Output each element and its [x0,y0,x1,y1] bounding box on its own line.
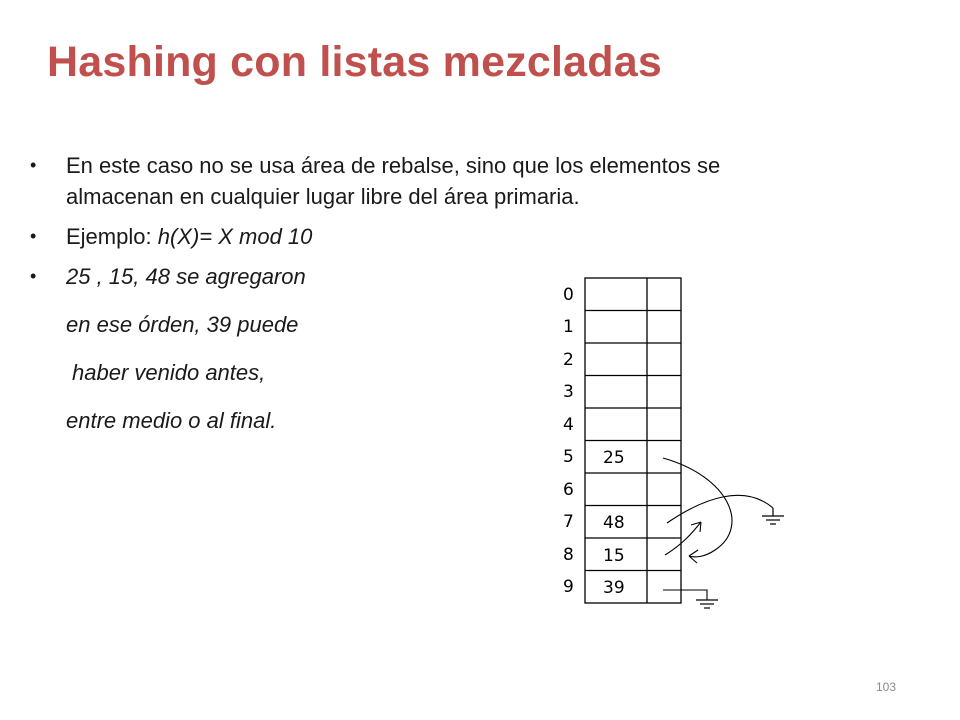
hash-table-row-dividers [585,311,681,571]
page-number: 103 [876,680,897,694]
bullet-text: En este caso no se usa área de rebalse, sino que los elementos se almacenan en cualquier lugar libre del área primaria. [66,153,721,209]
table-index: 0 [563,285,574,305]
hash-table-diagram [555,272,795,612]
bullet-text: Ejemplo: [66,224,158,249]
bullet-item [30,221,830,252]
chain-arrows [663,458,773,600]
hash-table-values [603,448,625,598]
bullet-item [30,150,830,212]
table-index: 2 [563,350,574,370]
arrow-7-to-null [667,495,773,523]
bullet-dot-icon: • [30,155,37,175]
continuation-line: en ese órden, 39 puede [66,312,299,337]
table-index: 3 [563,382,574,402]
null-ground-icon [696,600,718,608]
arrow-9-to-null [663,590,707,600]
table-cell-value: 15 [603,546,625,566]
table-cell-value: 48 [603,513,625,533]
null-ground-icon [762,508,784,524]
table-index: 9 [563,577,574,597]
continuation-line: entre medio o al final. [66,408,277,433]
table-index: 4 [563,415,574,435]
table-index: 7 [563,512,574,532]
bullet-dot-icon: • [30,266,37,286]
table-cell-value: 39 [603,578,625,598]
hash-table-indices [563,285,574,597]
table-cell-value: 25 [603,448,625,468]
hash-formula: h(X)= X mod 10 [157,224,313,249]
continuation-line: haber venido antes, [72,360,266,385]
bullet-dot-icon: • [30,226,37,246]
table-index: 1 [563,317,574,337]
table-index: 6 [563,480,574,500]
table-index: 8 [563,545,574,565]
slide-title: Hashing con listas mezcladas [47,38,662,86]
bullet-text: 25 , 15, 48 se agregaron [66,264,306,289]
table-index: 5 [563,447,574,467]
